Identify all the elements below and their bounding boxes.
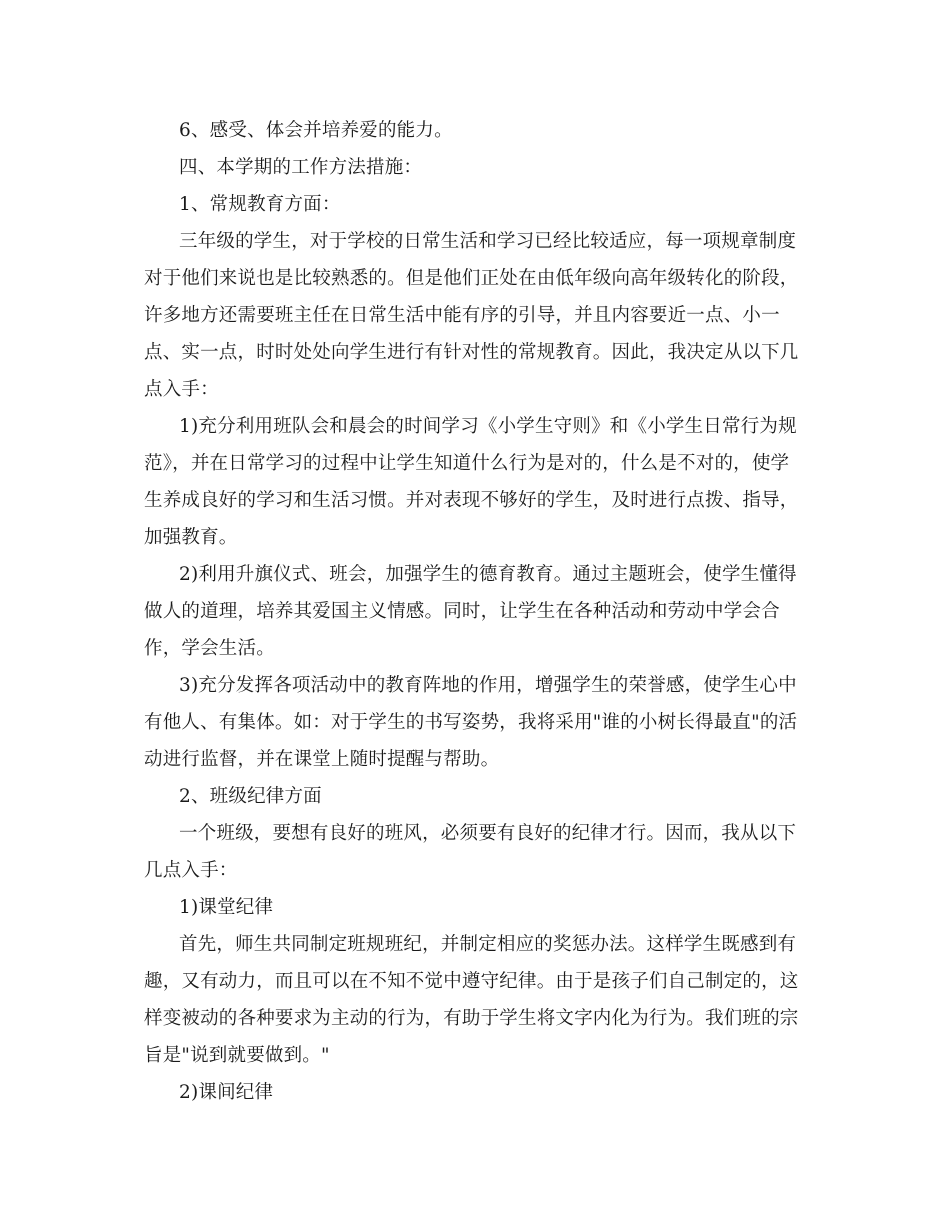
paragraph-line: 有他人、有集体。如：对于学生的书写姿势，我将采用"谁的小树长得最直"的活 [144,712,798,733]
paragraph-line: 几点入手： [144,860,238,881]
subsection-heading: 1)课堂纪律 [179,897,274,918]
paragraph-line: 许多地方还需要班主任在日常生活中能有序的引导，并且内容要近一点、小一 [144,305,780,326]
paragraph-line: 加强教育。 [144,527,238,548]
paragraph-line: 2)利用升旗仪式、班会，加强学生的德育教育。通过主题班会，使学生懂得 [179,564,797,585]
paragraph-line: 做人的道理，培养其爱国主义情感。同时，让学生在各种活动和劳动中学会合 [144,601,780,622]
subsection-heading: 1、常规教育方面： [179,194,341,215]
paragraph-line: 三年级的学生，对于学校的日常生活和学习已经比较适应，每一项规章制度 [179,231,797,252]
paragraph-line: 6、感受、体会并培养爱的能力。 [179,120,453,141]
paragraph-line: 点、实一点，时时处处向学生进行有针对性的常规教育。因此，我决定从以下几 [144,342,799,363]
subsection-heading: 2)课间纪律 [179,1082,274,1103]
paragraph-line: 对于他们来说也是比较熟悉的。但是他们正处在由低年级向高年级转化的阶段， [144,268,799,289]
paragraph-line: 范》，并在日常学习的过程中让学生知道什么行为是对的，什么是不对的，使学 [144,453,790,474]
paragraph-line: 动进行监督，并在课堂上随时提醒与帮助。 [144,749,500,770]
paragraph-line: 1)充分利用班队会和晨会的时间学习《小学生守则》和《小学生日常行为规 [179,416,797,437]
paragraph-line: 一个班级，要想有良好的班风，必须要有良好的纪律才行。因而，我从以下 [179,823,797,844]
paragraph-line: 趣，又有动力，而且可以在不知不觉中遵守纪律。由于是孩子们自己制定的，这 [144,971,799,992]
paragraph-line: 生养成良好的学习和生活习惯。并对表现不够好的学生，及时进行点拨、指导， [144,490,799,511]
paragraph-line: 3)充分发挥各项活动中的教育阵地的作用，增强学生的荣誉感，使学生心中 [179,675,797,696]
paragraph-line: 样变被动的各种要求为主动的行为，有助于学生将文字内化为行为。我们班的宗 [144,1008,799,1029]
paragraph-line: 首先，师生共同制定班规班纪，并制定相应的奖惩办法。这样学生既感到有 [179,934,797,955]
paragraph-line: 作，学会生活。 [144,638,275,659]
paragraph-line: 旨是"说到就要做到。" [144,1045,330,1066]
section-heading: 四、本学期的工作方法措施： [179,157,423,178]
document-page [144,112,812,1111]
subsection-heading: 2、班级纪律方面 [179,786,322,807]
paragraph-line: 点入手： [144,379,219,400]
